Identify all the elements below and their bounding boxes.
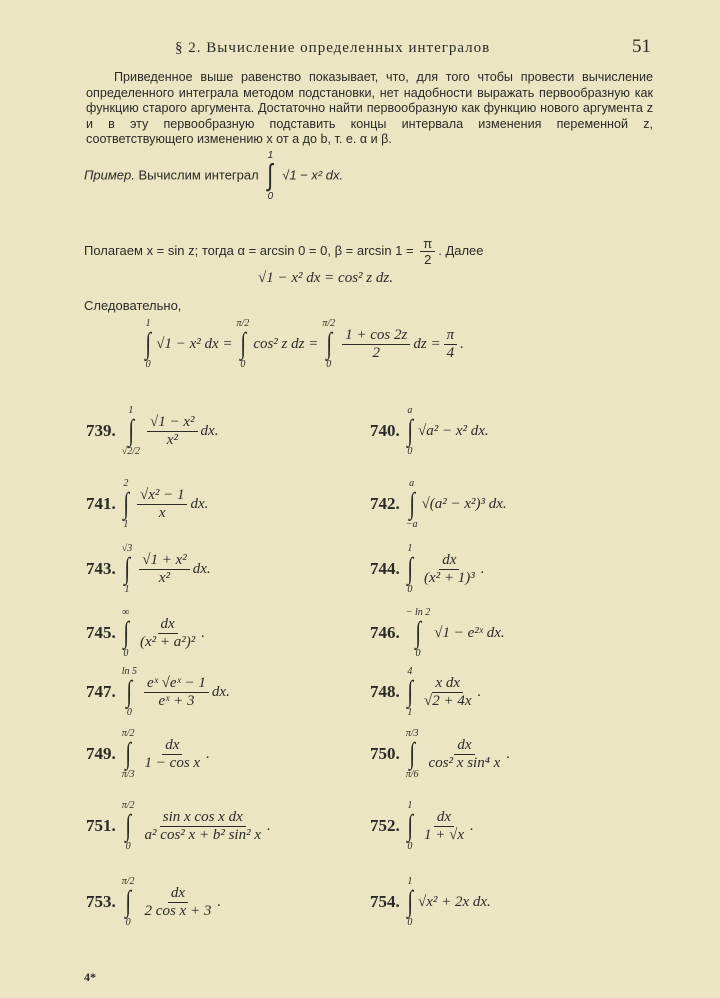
exercise-number: 739.: [86, 421, 116, 440]
integrand: cos² z dz =: [253, 335, 319, 352]
exercise-item: [86, 543, 211, 595]
lower-limit: 1: [407, 707, 413, 718]
integral: [406, 405, 414, 457]
exercise-number: 753.: [86, 892, 116, 911]
numerator: 1 + cos 2z: [342, 327, 410, 345]
exercise-number: 740.: [370, 421, 400, 440]
integrand-tail: dx.: [211, 683, 230, 700]
numerator: x dx: [432, 675, 463, 693]
exercise-number: 741.: [86, 494, 116, 513]
lower-limit: π/6: [405, 769, 419, 780]
integral-sign: ∫: [124, 552, 130, 585]
upper-limit: 1: [407, 800, 413, 811]
upper-limit: √3: [121, 543, 133, 554]
result-formula: [140, 318, 464, 370]
integral: [406, 876, 414, 928]
exercise-item: [86, 478, 208, 530]
denominator: (x² + 1)³: [423, 569, 475, 586]
upper-limit: 4: [407, 666, 413, 677]
integral: [406, 728, 419, 780]
integral-sign: ∫: [122, 616, 129, 649]
fraction: [421, 675, 475, 710]
fraction: [137, 487, 188, 522]
denominator: (x² + a²)²: [139, 633, 196, 650]
integrand-tail: .: [201, 624, 205, 641]
exercise-item: [370, 543, 484, 595]
lower-limit: π/3: [121, 769, 135, 780]
integral: [122, 666, 137, 718]
exercise-number: 744.: [370, 559, 400, 578]
upper-limit: π/2: [121, 728, 135, 739]
exercise-number: 749.: [86, 744, 116, 763]
integrand-tail: dx.: [190, 495, 209, 512]
integral: [122, 728, 135, 780]
integral-sign: ∫: [415, 616, 421, 649]
upper-limit: π/2: [236, 318, 250, 329]
example-integrand: √1 − x² dx.: [282, 167, 344, 183]
exercise-item: [86, 800, 271, 852]
lower-limit: √2/2: [121, 446, 141, 457]
numerator: √1 − x²: [147, 414, 198, 432]
numerator: dx: [454, 737, 474, 755]
upper-limit: − ln 2: [405, 607, 431, 618]
integrand-tail: .: [477, 683, 482, 700]
upper-limit: ∞: [122, 607, 130, 618]
exercise-item: [370, 800, 474, 852]
numerator: dx: [439, 552, 459, 570]
lower-limit: 0: [123, 648, 129, 659]
lower-limit: 0: [126, 707, 132, 718]
example-line: [84, 150, 343, 202]
substitution-text: Полагаем x = sin z; тогда α = arcsin 0 = 0, β = arcsin 1 =: [84, 242, 414, 258]
integral-sign: ∫: [122, 487, 129, 520]
lower-limit: 0: [407, 446, 413, 457]
numerator: sin x cos x dx: [160, 809, 246, 827]
fraction: [144, 675, 209, 710]
denominator: 2: [372, 344, 381, 361]
integrand-tail: .: [217, 893, 222, 910]
integral-sign: ∫: [406, 809, 413, 842]
integrand-tail: dx.: [192, 560, 211, 577]
upper-limit: 2: [123, 478, 129, 489]
substitution-after: . Далее: [438, 242, 484, 258]
integral: [122, 478, 130, 530]
integral-sign: ∫: [240, 327, 246, 360]
integral: [122, 543, 133, 595]
integrand: √1 − x² dx =: [156, 335, 233, 352]
lower-limit: 0: [415, 648, 421, 659]
integral: [122, 800, 135, 852]
denominator: x: [158, 504, 166, 521]
integral-sign: ∫: [125, 885, 132, 918]
integrand-tail: .: [480, 560, 485, 577]
numerator: eˣ √eˣ − 1: [144, 675, 209, 693]
upper-limit: π/2: [121, 800, 135, 811]
denominator: 1 + √x: [423, 826, 464, 843]
upper-limit: 1: [407, 876, 413, 887]
lower-limit: 0: [407, 917, 413, 928]
integrand-tail: dx.: [200, 422, 219, 439]
lower-limit: 0: [407, 584, 413, 595]
integrand: √x² + 2x dx.: [417, 893, 491, 910]
upper-limit: a: [407, 405, 413, 416]
upper-limit: 1: [267, 150, 274, 161]
integral-sign: ∫: [406, 552, 413, 585]
denominator: x²: [158, 569, 171, 586]
therefore-text: Следовательно,: [84, 298, 182, 313]
lower-limit: 1: [123, 519, 129, 530]
integrand-tail: .: [469, 817, 474, 834]
fraction: [426, 737, 504, 772]
denominator: 2: [424, 252, 432, 267]
denominator: a² cos² x + b² sin² x: [144, 826, 261, 843]
integral-sign: ∫: [125, 809, 132, 842]
numerator: dx: [434, 809, 454, 827]
exercise-item: [86, 405, 218, 457]
exercise-number: 750.: [370, 744, 400, 763]
body-paragraph: Приведенное выше равенство показывает, что, для того чтобы провести вычисление определенного интеграла методом подстановки, нет надобности выражать первообразную как функцию старого аргумента. Достаточно найти первообразную как функцию нового аргумента z и в эту первообразную подставить концы интервала изменения переменной z, соответствующего изменению x от a до b, т. е. α и β.: [86, 70, 653, 146]
exercise-item: [370, 728, 510, 780]
integrand: √a² − x² dx.: [417, 422, 489, 439]
exercise-item: [370, 405, 489, 457]
exercise-item: [86, 607, 205, 659]
substitution-line: [84, 236, 484, 267]
fraction: [147, 414, 198, 449]
exercise-item: [370, 607, 505, 659]
exercise-item: [86, 876, 221, 928]
integral-sign: ∫: [406, 414, 413, 447]
exercise-item: [370, 876, 491, 928]
denominator: x²: [166, 431, 178, 448]
signature-mark: 4*: [84, 970, 96, 984]
integral-sign: ∫: [126, 675, 133, 708]
running-header: § 2. Вычисление определенных интегралов: [175, 40, 491, 56]
exercise-item: [86, 666, 230, 718]
lower-limit: 0: [326, 359, 332, 370]
lower-limit: 0: [240, 359, 246, 370]
integral: [122, 405, 140, 457]
lower-limit: −a: [405, 519, 418, 530]
denominator: 2 cos x + 3: [144, 902, 212, 919]
denominator: 1 − cos x: [144, 754, 201, 771]
integrand-tail: .: [506, 745, 511, 762]
exercise-number: 747.: [86, 682, 116, 701]
exercise-number: 743.: [86, 559, 116, 578]
exercise-number: 752.: [370, 816, 400, 835]
fraction: [420, 236, 435, 267]
integral-sign: ∫: [267, 159, 274, 192]
integral: [122, 607, 130, 659]
exercise-number: 742.: [370, 494, 400, 513]
exercise-number: 745.: [86, 623, 116, 642]
integral: [122, 876, 135, 928]
lower-limit: 0: [407, 841, 413, 852]
fraction: [142, 737, 204, 772]
numerator: π: [420, 236, 435, 252]
integral: [266, 150, 274, 202]
numerator: √1 + x²: [139, 552, 190, 570]
integral-sign: ∫: [125, 737, 132, 770]
lower-limit: 0: [145, 359, 151, 370]
exercise-number: 751.: [86, 816, 116, 835]
fraction: [421, 552, 478, 587]
upper-limit: π/3: [405, 728, 419, 739]
integral: [406, 478, 418, 530]
integral: [406, 800, 414, 852]
example-text: Вычислим интеграл: [138, 167, 259, 183]
integral-sign: ∫: [406, 885, 413, 918]
upper-limit: 1: [128, 405, 134, 416]
numerator: π: [444, 327, 458, 345]
upper-limit: 1: [145, 318, 151, 329]
upper-limit: ln 5: [121, 666, 138, 677]
period: .: [460, 335, 464, 352]
fraction: [142, 885, 215, 920]
example-label: Пример.: [84, 167, 135, 183]
integral: [406, 543, 414, 595]
integral: [406, 666, 414, 718]
denominator: eˣ + 3: [158, 692, 195, 709]
upper-limit: π/2: [322, 318, 336, 329]
numerator: dx: [162, 737, 182, 755]
fraction: [139, 552, 190, 587]
upper-limit: a: [409, 478, 415, 489]
integrand: √(a² − x²)³ dx.: [421, 495, 507, 512]
integral: [406, 607, 431, 659]
numerator: dx: [168, 885, 188, 903]
numerator: √x² − 1: [137, 487, 188, 505]
integral-sign: ∫: [128, 414, 134, 447]
integrand: √1 − e²ˣ dx.: [434, 624, 505, 641]
exercise-number: 754.: [370, 892, 400, 911]
upper-limit: 1: [407, 543, 413, 554]
page-number: 51: [632, 36, 651, 57]
exercise-number: 746.: [370, 623, 400, 642]
exercise-number: 748.: [370, 682, 400, 701]
integral-sign: ∫: [409, 737, 416, 770]
fraction: [137, 616, 198, 651]
integral-sign: ∫: [145, 327, 151, 360]
integral-sign: ∫: [406, 675, 413, 708]
denominator: √2 + 4x: [423, 692, 472, 709]
denominator: cos² x sin⁴ x: [428, 754, 501, 771]
integrand-tail: .: [266, 817, 271, 834]
exercise-item: [86, 728, 210, 780]
integrand-tail: dz =: [413, 335, 441, 352]
lower-limit: 0: [125, 841, 131, 852]
denominator: 4: [446, 344, 455, 361]
integral-sign: ∫: [408, 487, 415, 520]
lower-limit: 1: [124, 584, 130, 595]
lower-limit: 0: [125, 917, 131, 928]
exercise-item: [370, 666, 481, 718]
identity-formula: √1 − x² dx = cos² z dz.: [258, 270, 393, 286]
integral-sign: ∫: [325, 327, 332, 360]
upper-limit: π/2: [121, 876, 135, 887]
exercise-item: [370, 478, 507, 530]
fraction: [142, 809, 264, 844]
numerator: dx: [158, 616, 178, 634]
integrand-tail: .: [206, 745, 210, 762]
fraction: [421, 809, 467, 844]
lower-limit: 0: [267, 191, 274, 202]
